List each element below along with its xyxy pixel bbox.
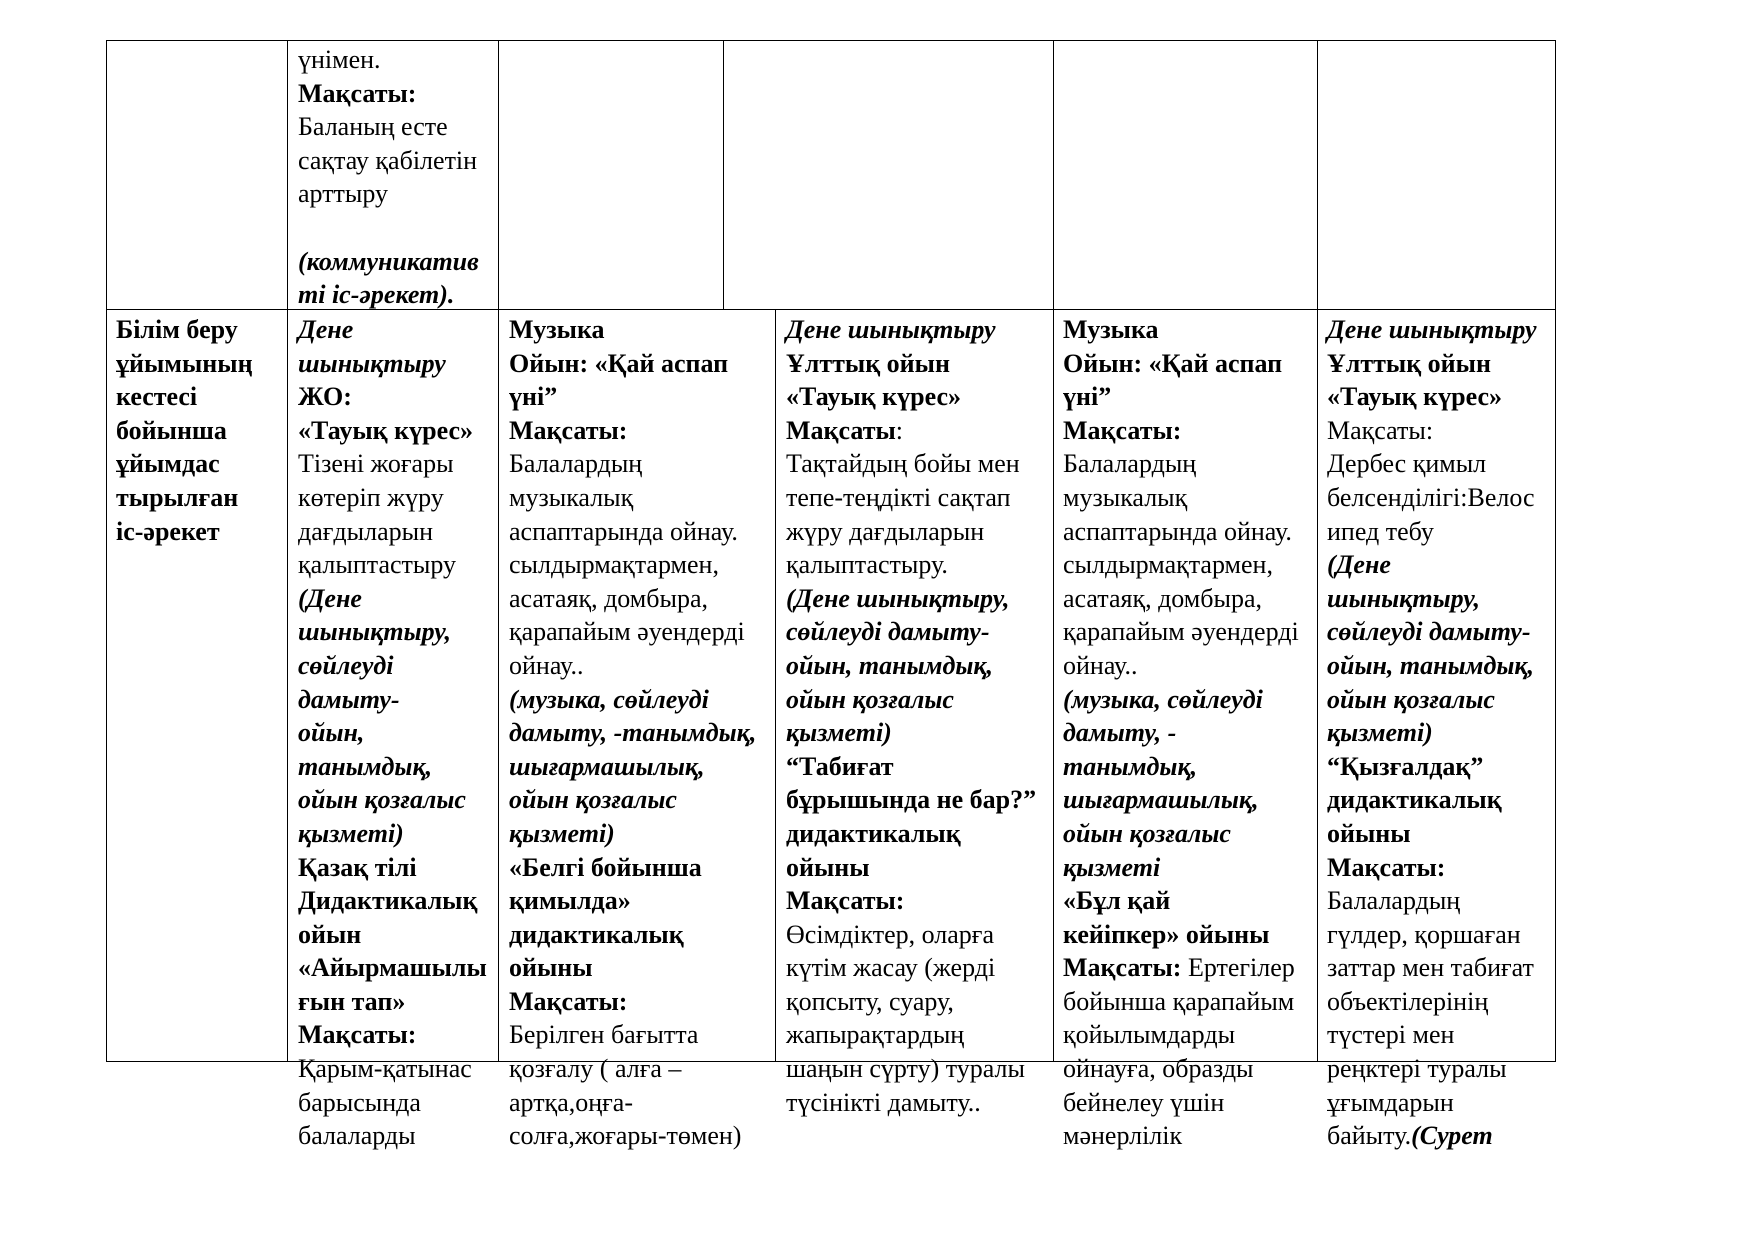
cell-text-line: ғын тап» <box>298 986 406 1016</box>
cell-text-line: қызметі) <box>298 818 404 848</box>
cell-text-line: шығармашылық, <box>509 751 705 781</box>
cell-text-line: ойын, танымдық, <box>1327 650 1535 680</box>
row2-col3-cell <box>509 313 756 1153</box>
cell-text-line: іс-әрекет <box>116 516 220 546</box>
cell-text-line: танымдық, <box>1063 751 1198 781</box>
cell-text-line: қарапайым әуендерді <box>509 617 745 647</box>
cell-text-line: «Айырмашылы <box>298 953 487 983</box>
cell-text-line: «Белгі бойынша <box>509 852 702 882</box>
cell-text-line: Мақсаты: <box>509 415 628 445</box>
cell-text-line: ЖО: <box>298 382 352 412</box>
cell-text-line: танымдық, <box>298 751 433 781</box>
cell-text-line: музыкалық <box>1063 482 1188 512</box>
cell-text-line: қозғалу ( алға – <box>509 1054 682 1084</box>
cell-text-line: дидактикалық <box>509 919 684 949</box>
cell-text-line: ойын <box>298 919 362 949</box>
cell-text-line: ұйымының <box>116 348 253 378</box>
row2-col1-cell <box>116 313 253 548</box>
cell-text-line: ойын қозғалыс <box>1063 818 1231 848</box>
cell-text-line: үнімен. <box>298 45 381 74</box>
cell-text-line: сылдырмақтармен, <box>509 550 719 580</box>
cell-text-line: Дербес қимыл <box>1327 449 1487 479</box>
cell-text-line: мәнерлілік <box>1063 1121 1183 1151</box>
cell-text-line: ұйымдас <box>116 449 220 479</box>
cell-text-line: (Дене шынықтыру, <box>786 583 1010 613</box>
cell-text-line: ойын қозғалыс <box>786 684 954 714</box>
cell-text-line: ойын қозғалыс <box>509 785 677 815</box>
cell-text-line: қызметі) <box>1327 718 1433 748</box>
cell-text-line: Мақсаты: <box>298 1020 417 1050</box>
cell-text-line: бойынша <box>116 415 227 445</box>
table-border-right <box>1555 40 1556 1062</box>
cell-text-line: Балалардың <box>1063 449 1197 479</box>
cell-text-line: барысында <box>298 1087 421 1117</box>
cell-text-line: түсінікті дамыту.. <box>786 1087 981 1117</box>
cell-text-line: қойылымдарды <box>1063 1020 1236 1050</box>
cell-text-line: дамыту, - <box>1063 718 1177 748</box>
cell-text-line: шаңын сүрту) туралы <box>786 1054 1025 1084</box>
cell-text-line: Мақсаты: <box>1327 852 1446 882</box>
table-border-top <box>106 40 1556 41</box>
cell-text-line: сөйлеуді дамыту- <box>1327 617 1531 647</box>
row2-col2-cell <box>298 313 487 1153</box>
cell-text-line: Балалардың <box>1327 886 1461 916</box>
row2-col4-cell <box>786 313 1036 1119</box>
cell-text-line: қимылда» <box>509 886 631 916</box>
cell-text-line: Баланың есте <box>298 112 448 142</box>
cell-text-line: солға,жоғары-төмен) <box>509 1121 742 1151</box>
cell-text-line: ойнау.. <box>1063 650 1138 680</box>
cell-text-line: ойыны <box>1327 818 1411 848</box>
table-col-divider-1 <box>287 40 288 1062</box>
cell-text-line: Өсімдіктер, оларға <box>786 919 995 949</box>
cell-text-line: жапырақтардың <box>786 1020 965 1050</box>
cell-text-line: қопсыту, суару, <box>786 986 954 1016</box>
cell-text-line: Берілген бағытта <box>509 1020 699 1050</box>
cell-text-line: кейіпкер» ойыны <box>1063 919 1270 949</box>
cell-text-line: қызметі) <box>786 718 892 748</box>
cell-text-line: байыту.(Сурет <box>1327 1121 1493 1151</box>
cell-text-line: Музыка <box>509 315 605 344</box>
cell-text-line: дамыту, -танымдық, <box>509 718 757 748</box>
cell-text-line: қалыптастыру <box>298 550 457 580</box>
cell-text-line: аспаптарында ойнау. <box>1063 516 1292 546</box>
cell-text-line: ойын қозғалыс <box>1327 684 1495 714</box>
cell-text-line: Тізені жоғары <box>298 449 454 479</box>
cell-text-line: асатаяқ, домбыра, <box>509 583 708 613</box>
cell-text-line: дидактикалық <box>1327 785 1502 815</box>
cell-text-line: бойынша қарапайым <box>1063 986 1295 1016</box>
cell-text-line: дамыту- <box>298 684 400 714</box>
cell-text-line: Қазақ тілі <box>298 852 417 882</box>
cell-text-line: гүлдер, қоршаған <box>1327 919 1521 949</box>
cell-text-line: Дене <box>298 315 354 344</box>
cell-text-line: шығармашылық, <box>1063 785 1259 815</box>
cell-text-line: Музыка <box>1063 315 1159 344</box>
cell-text-line: Ұлттық ойын <box>786 348 950 378</box>
cell-text-line: арттыру <box>298 179 389 209</box>
cell-text-line: Мақсаты: Ертегілер <box>1063 953 1295 983</box>
cell-text-line: «Тауық күрес» <box>1327 382 1502 412</box>
cell-text-line: ойыны <box>509 953 593 983</box>
cell-text-line: тепе-теңдікті сақтап <box>786 482 1011 512</box>
cell-text-line: Ұлттық ойын <box>1327 348 1491 378</box>
cell-text-line: реңктері туралы <box>1327 1054 1507 1084</box>
cell-text-line: қызметі <box>1063 852 1161 882</box>
cell-text-line: «Тауық күрес» <box>298 415 473 445</box>
cell-text-line: (коммуникатив <box>298 246 479 276</box>
cell-text-line: музыкалық <box>509 482 634 512</box>
row2-col5-cell <box>1063 313 1299 1153</box>
cell-text-line: Мақсаты: <box>1063 415 1182 445</box>
cell-text-line: тырылған <box>116 482 239 512</box>
cell-text-line: сөйлеуді <box>298 650 394 680</box>
cell-text-line: «Бұл қай <box>1063 886 1171 916</box>
cell-text-line: дидактикалық <box>786 818 961 848</box>
cell-text-line: ойын, <box>298 718 365 748</box>
cell-text-line: шынықтыру, <box>1327 583 1481 613</box>
cell-text-line: Мақсаты: <box>1327 415 1434 445</box>
cell-text-line: ті іс-әрекет). <box>298 280 455 310</box>
cell-text-line: Ойын: «Қай аспап <box>509 348 729 378</box>
cell-text-line: аспаптарында ойнау. <box>509 516 738 546</box>
cell-text-line: Дене шынықтыру <box>1327 315 1537 344</box>
cell-text-line: Білім беру <box>116 315 238 344</box>
table-col-divider-row2 <box>775 309 776 1062</box>
table-col-divider-5 <box>1317 40 1318 1062</box>
cell-text-line: балаларды <box>298 1121 416 1151</box>
cell-text-line: объектілерінің <box>1327 986 1489 1016</box>
cell-text-line: белсенділігі:Велос <box>1327 482 1535 512</box>
cell-text-line: ипед тебу <box>1327 516 1434 546</box>
cell-text-line: артқа,оңға- <box>509 1087 634 1117</box>
cell-text-line: ойын қозғалыс <box>298 785 466 815</box>
table-col-divider-4 <box>1053 40 1054 1062</box>
row2-col6-cell <box>1327 313 1537 1153</box>
cell-text-line: Мақсаты: <box>786 886 905 916</box>
cell-text-line: бұрышында не бар?” <box>786 785 1037 815</box>
cell-text-line: дағдыларын <box>298 516 434 546</box>
cell-text-line: (музыка, сөйлеуді <box>509 684 709 714</box>
cell-text-line: шынықтыру <box>298 348 446 378</box>
cell-text-line: көтеріп жүру <box>298 482 444 512</box>
row1-col2-cell <box>298 43 479 312</box>
cell-text-line: Қарым-қатынас <box>298 1054 472 1084</box>
cell-text-line: бейнелеу үшін <box>1063 1087 1225 1117</box>
cell-text-line: «Тауық күрес» <box>786 382 961 412</box>
table-col-divider-2 <box>498 40 499 1062</box>
cell-text-line: заттар мен табиғат <box>1327 953 1534 983</box>
cell-text-line: қалыптастыру. <box>786 550 948 580</box>
cell-text-line: сөйлеуді дамыту- <box>786 617 990 647</box>
table-col-divider-row1 <box>723 40 724 310</box>
cell-text-line: Ойын: «Қай аспап <box>1063 348 1283 378</box>
cell-text-line: кестесі <box>116 382 198 412</box>
cell-text-line: үні” <box>509 382 558 412</box>
cell-text-line: ойнауға, образды <box>1063 1054 1254 1084</box>
cell-text-line: ойнау.. <box>509 650 584 680</box>
cell-text-line: Балалардың <box>509 449 643 479</box>
cell-text-line: жүру дағдыларын <box>786 516 985 546</box>
cell-text-line: ойыны <box>786 852 870 882</box>
cell-text-line: сақтау қабілетін <box>298 145 478 175</box>
cell-text-line: (Дене <box>298 583 362 613</box>
cell-text-line: (музыка, сөйлеуді <box>1063 684 1263 714</box>
cell-text-line: түстері мен <box>1327 1020 1455 1050</box>
cell-text-line: үні” <box>1063 382 1112 412</box>
cell-text-line: ойын, танымдық, <box>786 650 994 680</box>
cell-text-line: ұғымдарын <box>1327 1087 1454 1117</box>
cell-text-line: Мақсаты: <box>298 78 417 108</box>
cell-text-line: Мақсаты: <box>509 986 628 1016</box>
cell-text-line <box>298 211 479 245</box>
cell-text-line: асатаяқ, домбыра, <box>1063 583 1262 613</box>
cell-text-line: Дидактикалық <box>298 886 478 916</box>
cell-text-line: Дене шынықтыру <box>786 315 996 344</box>
cell-text-line: (Дене <box>1327 550 1391 580</box>
cell-text-line: қызметі) <box>509 818 615 848</box>
cell-text-line: шынықтыру, <box>298 617 452 647</box>
cell-text-line: қарапайым әуендерді <box>1063 617 1299 647</box>
cell-text-line: “Табиғат <box>786 751 894 781</box>
cell-text-line: Мақсаты: <box>786 415 904 445</box>
cell-text-line: Тақтайдың бойы мен <box>786 449 1020 479</box>
cell-text-line: күтім жасау (жерді <box>786 953 996 983</box>
table-border-left <box>106 40 107 1062</box>
cell-text-line: сылдырмақтармен, <box>1063 550 1273 580</box>
cell-text-line: “Қызғалдақ” <box>1327 751 1484 781</box>
